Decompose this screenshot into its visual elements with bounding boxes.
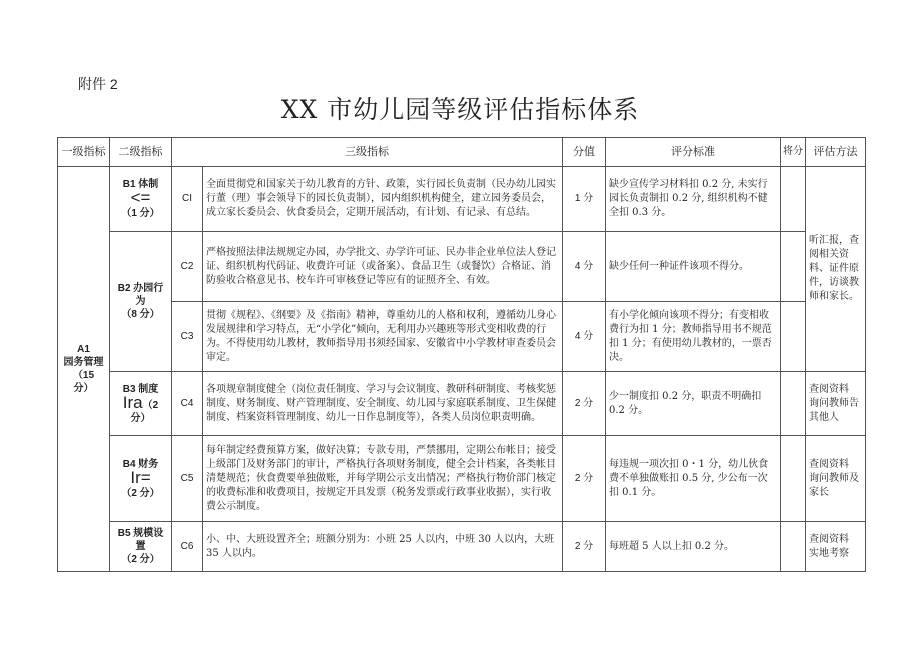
header-criteria: 评分标准 [606, 138, 781, 167]
header-level2: 二级指标 [110, 138, 172, 167]
method-c1-c3: 听汇报，查阅相关资料、证件原件，访谈教师和家长。 [806, 167, 866, 372]
header-level3: 三级指标 [172, 138, 563, 167]
item-c6: 小、中、大班设置齐全；班额分别为：小班 25 人以内，中班 30 人以内，大班 35 人以内。 [203, 522, 563, 572]
level2-b5: B5 规模设置 （2 分） [110, 522, 172, 572]
code-c4: C4 [172, 372, 203, 436]
criteria-c3: 有小学化倾向该项不得分；有变相收费行为扣 1 分；教师指导用书不规范扣 1 分；有使用幼儿教材的，一票否决。 [606, 302, 781, 372]
criteria-c6: 每班超 5 人以上扣 0.2 分。 [606, 522, 781, 572]
score-c3: 4 分 [563, 302, 606, 372]
points-c3 [781, 302, 806, 372]
table-header-row [58, 138, 866, 167]
table-row [58, 522, 866, 572]
criteria-c1: 缺少宣传学习材料扣 0.2 分, 未实行园长负责制扣 0.2 分, 组织机构不健全扣 0.3 分。 [606, 167, 781, 232]
header-level1: 一级指标 [58, 138, 110, 167]
item-c1: 全面贯彻党和国家关于幼儿教育的方针、政策，实行园长负责制（民办幼儿园实行董（理）事会领导下的园长负责制），园内组织机构健全，建立园务委员会，成立家长委员会、伙食委员会，定期开展活动，有计划、有记录、有总结。 [203, 167, 563, 232]
method-c5: 查阅资料 询问教师及家长 [806, 436, 866, 522]
method-c4: 查阅资料 询问教师告其他人 [806, 372, 866, 436]
points-c2 [781, 232, 806, 302]
table-row [58, 436, 866, 522]
evaluation-table [57, 137, 866, 572]
item-c5: 每年制定经费预算方案，做好决算；专款专用，严禁挪用，定期公布帐目；接受上级部门及财务部门的审计，严格执行各项财务制度，健全会计档案，各类帐目清楚规范；伙食费要单独做账，并每学期公示支出情况；严格执行物价部门核定的收费标准和收费项目，按规定开具发票（税务发票或行政事业收据），实行收费公示制度。 [203, 436, 563, 522]
code-c2: C2 [172, 232, 203, 302]
code-c5: C5 [172, 436, 203, 522]
annex-label: 附件 2 [78, 76, 118, 92]
level2-b2: B2 办园行为 （8 分） [110, 232, 172, 372]
level2-b4: B4 财务Ir= （2 分） [110, 436, 172, 522]
criteria-c4: 少一制度扣 0.2 分，职责不明确扣 0.2 分。 [606, 372, 781, 436]
score-c2: 4 分 [563, 232, 606, 302]
code-c3: C3 [172, 302, 203, 372]
table-row [58, 232, 866, 302]
header-score: 分值 [563, 138, 606, 167]
points-c5 [781, 436, 806, 522]
page-title: XX 市幼儿园等级评估指标体系 [280, 95, 640, 124]
item-c3: 贯彻《规程》、《纲要》及《指南》精神，尊重幼儿的人格和权利，遵循幼儿身心发展规律和学习特点，无“小学化”倾向，无利用办兴趣班等形式变相收费的行为。不得使用幼儿教材，教师指导用书须经国家、安徽省中小学教材审查委员会审定。 [203, 302, 563, 372]
code-c1: CI [172, 167, 203, 232]
code-c6: C6 [172, 522, 203, 572]
table-row [58, 302, 866, 372]
table-row [58, 372, 866, 436]
points-c1 [781, 167, 806, 232]
score-c6: 2 分 [563, 522, 606, 572]
score-c1: 1 分 [563, 167, 606, 232]
level1-a1: A1 园务管理 （15 分） [58, 167, 110, 572]
level2-b1: B1 体制<= （1 分） [110, 167, 172, 232]
table-row [58, 167, 866, 232]
score-c5: 2 分 [563, 436, 606, 522]
criteria-c2: 缺少任何一种证件该项不得分。 [606, 232, 781, 302]
header-points: 将分 [781, 138, 806, 167]
method-c6: 查阅资料 实地考察 [806, 522, 866, 572]
points-c6 [781, 522, 806, 572]
item-c2: 严格按照法律法规规定办园，办学批文、办学许可证、民办非企业单位法人登记证、组织机构代码证、收费许可证（或备案）、食品卫生（或餐饮）合格证、消防验收合格意见书、校车许可审核登记等应有的证照齐全、有效。 [203, 232, 563, 302]
level2-b3: B3 制度 Ira（2 分） [110, 372, 172, 436]
score-c4: 2 分 [563, 372, 606, 436]
points-c4 [781, 372, 806, 436]
header-method: 评估方法 [806, 138, 866, 167]
item-c4: 各项规章制度健全（岗位责任制度、学习与会议制度、教研科研制度、考核奖惩制度、财务制度、财产管理制度、安全制度、幼儿园与家庭联系制度、卫生保健制度、档案资料管理制度、幼儿一日作息制度等），各类人员岗位职责明确。 [203, 372, 563, 436]
criteria-c5: 每违规一项次扣 0・1 分，幼儿伙食费不单独做账扣 0.5 分, 少公布一次扣 0.1 分。 [606, 436, 781, 522]
